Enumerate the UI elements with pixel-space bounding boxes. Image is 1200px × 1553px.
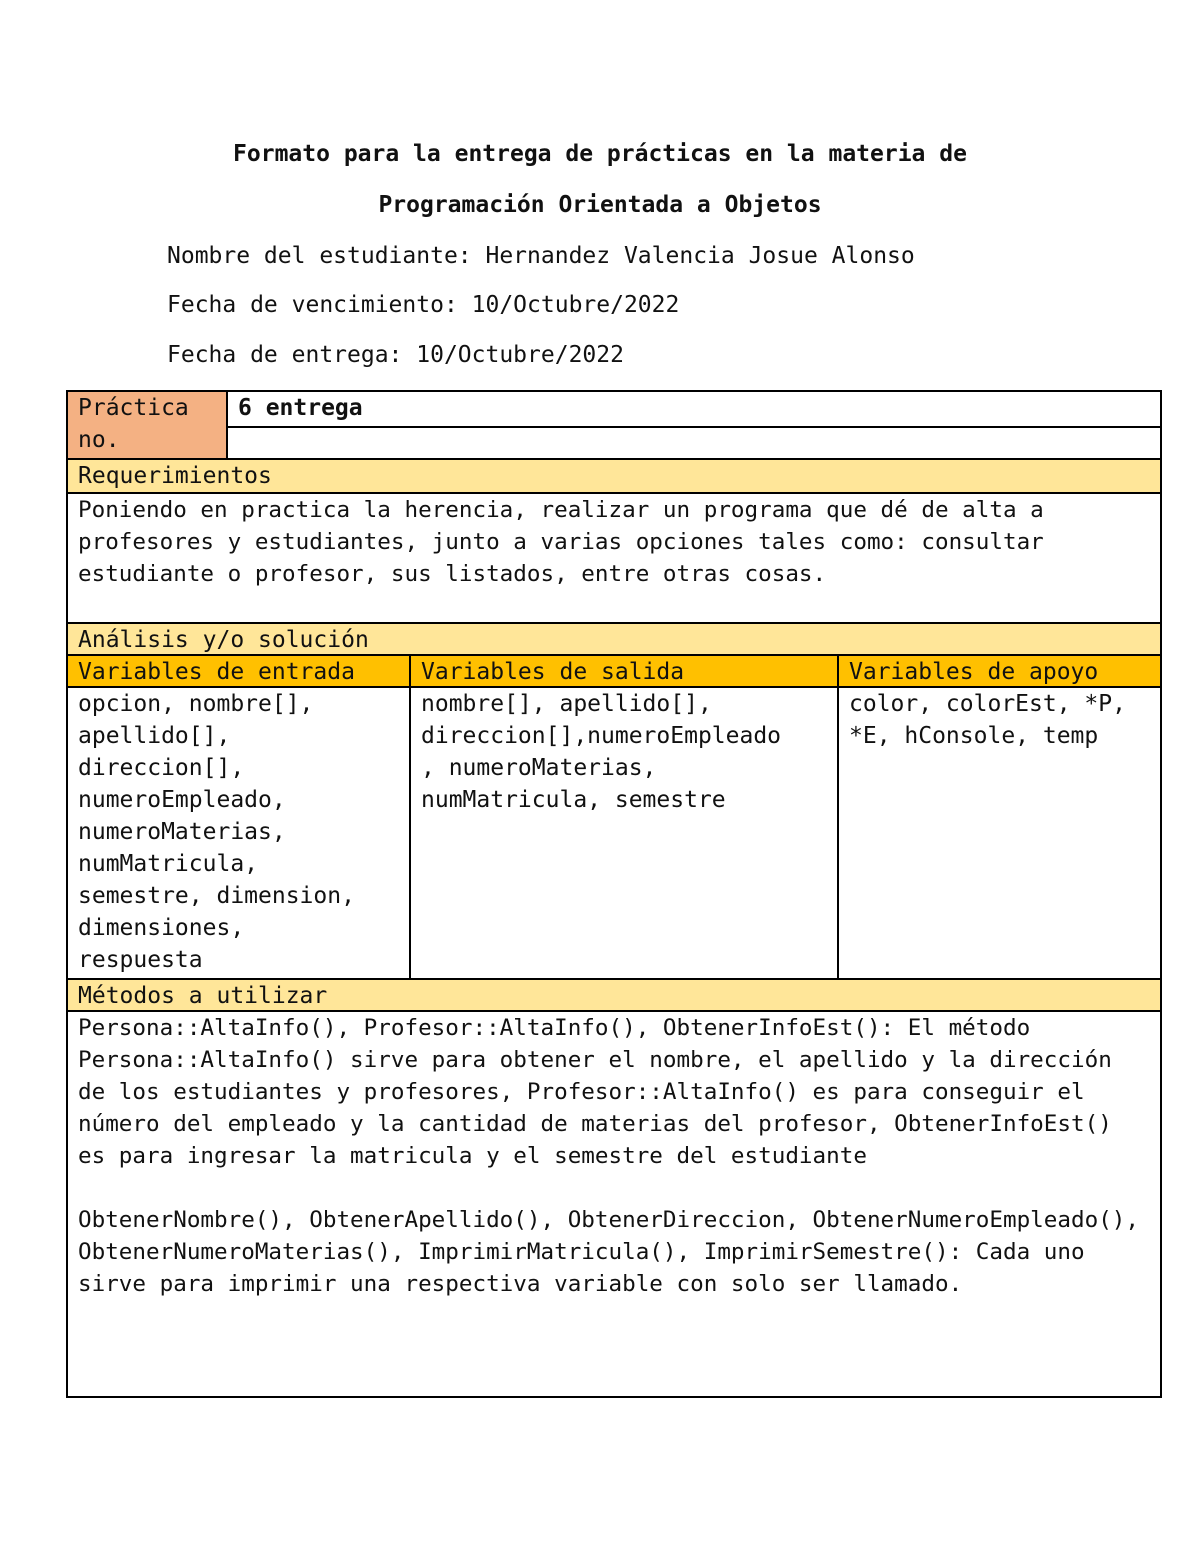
practice-table — [66, 390, 1162, 1398]
title-line-1: Formato para la entrega de prácticas en la materia de — [233, 141, 967, 167]
methods-paragraph-2: ObtenerNombre(), ObtenerApellido(), ObtenerDireccion, ObtenerNumeroEmpleado(), ObtenerNumeroMaterias(), ImprimirMatricula(), ImprimirSemestre(): Cada uno sirve para imprimir una respectiva variable con solo ser llamado. — [78, 1207, 1140, 1297]
list-item: direccion[], — [78, 755, 245, 781]
requirements-text: Poniendo en practica la herencia, realizar un programa que dé de alta a profesores y estudiantes, junto a varias opciones tales como: consultar estudiante o profesor, sus listados, entre otras cosas. — [78, 497, 1044, 587]
list-item: nombre[], apellido[], — [421, 691, 712, 717]
methods-header: Métodos a utilizar — [68, 978, 1160, 1012]
list-item: dimensiones, — [78, 915, 245, 941]
list-item: apellido[], — [78, 723, 231, 749]
output-variables-list — [411, 688, 837, 976]
list-item: , numeroMaterias, — [421, 755, 657, 781]
support-variables-list — [839, 688, 1160, 976]
list-item: numeroEmpleado, — [78, 787, 286, 813]
list-item: numMatricula, — [78, 851, 259, 877]
title-line-2: Programación Orientada a Objetos — [378, 192, 822, 218]
methods-paragraph-1: Persona::AltaInfo(), Profesor::AltaInfo(), ObtenerInfoEst(): El método Persona::AltaInfo() sirve para obtener el nombre, el apellido y la dirección de los estudiantes y profesores, Profesor::AltaInfo() es para conseguir el número del empleado y la cantidad de materias del profesor, ObtenerInfoEst() es para ingresar la matricula y el semestre del estudiante — [78, 1015, 1112, 1169]
output-variables-header: Variables de salida — [411, 656, 837, 688]
list-item: respuesta — [78, 947, 203, 973]
list-item: numeroMaterias, — [78, 819, 286, 845]
input-variables-header: Variables de entrada — [68, 656, 409, 688]
requirements-header: Requerimientos — [68, 458, 1160, 494]
list-item: *E, hConsole, temp — [849, 723, 1099, 749]
support-variables-header: Variables de apoyo — [839, 656, 1160, 688]
due-date: Fecha de vencimiento: 10/Octubre/2022 — [167, 292, 680, 318]
list-item: direccion[],numeroEmpleado — [421, 723, 782, 749]
list-item: color, colorEst, *P, — [849, 691, 1126, 717]
student-name: Nombre del estudiante: Hernandez Valencia Josue Alonso — [167, 243, 915, 269]
practica-value: 6 entrega — [238, 395, 363, 421]
list-item: numMatricula, semestre — [421, 787, 726, 813]
input-variables-list — [68, 688, 409, 976]
analysis-header: Análisis y/o solución — [68, 622, 1160, 656]
practica-label: Práctica no. — [68, 392, 226, 458]
delivery-date: Fecha de entrega: 10/Octubre/2022 — [167, 342, 624, 368]
list-item: semestre, dimension, — [78, 883, 355, 909]
methods-text — [68, 1012, 1160, 1396]
list-item: opcion, nombre[], — [78, 691, 314, 717]
